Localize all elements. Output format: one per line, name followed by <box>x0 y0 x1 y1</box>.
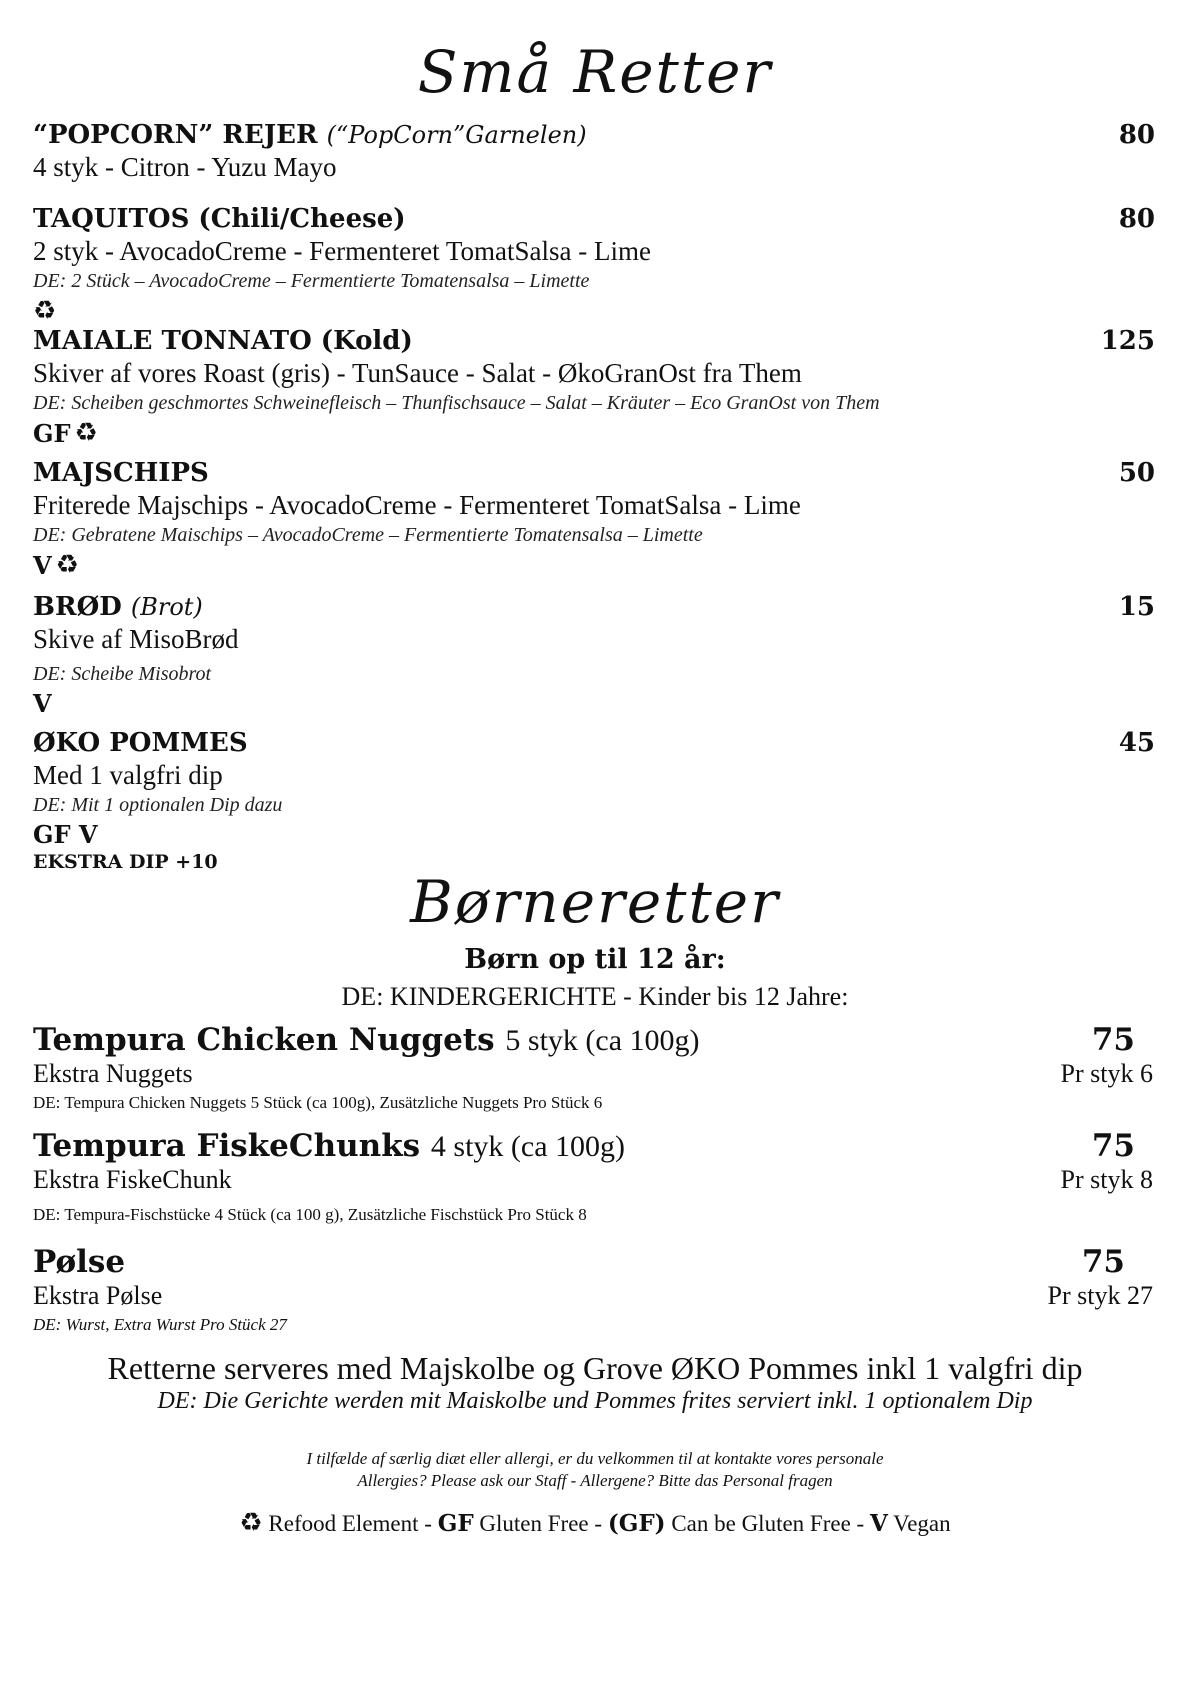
item-description-german: DE: Gebratene Maischips – AvocadoCreme – Fermentierte Tomatensalsa – Limette <box>33 524 703 546</box>
legend-v-code: V <box>869 1510 888 1537</box>
allergy-note-english-german: Allergies? Please ask our Staff - Allergene? Bitte das Personal fragen <box>357 1471 833 1490</box>
kids-item-description-german: DE: Tempura-Fischstücke 4 Stück (ca 100 g), Zusätzliche Fischstück Pro Stück 8 <box>33 1205 587 1224</box>
diet-tag: GF V <box>33 820 98 849</box>
item-description-german: DE: 2 Stück – AvocadoCreme – Fermentierte Tomatensalsa – Limette <box>33 270 590 292</box>
item-name: BRØD (Brot) <box>33 592 203 622</box>
menu-item-popcorn-rejer <box>33 120 1155 183</box>
kids-item-unit-price: Pr styk 27 <box>1047 1281 1153 1310</box>
item-name-german: (“PopCorn”Garnelen) <box>326 121 587 149</box>
small-dishes-title: Små Retter <box>417 38 773 106</box>
item-description: Skive af MisoBrød <box>33 624 239 654</box>
kids-dishes-title: Børneretter <box>410 868 780 936</box>
menu-item-brod <box>33 592 1155 718</box>
item-price: 80 <box>1118 204 1155 234</box>
diet-tag: V <box>33 689 52 718</box>
kids-item-unit-price: Pr styk 8 <box>1060 1165 1153 1194</box>
legend-gf-text: Gluten Free - <box>479 1511 603 1536</box>
menu-item-maiale-tonnato <box>33 326 1155 448</box>
item-name: ØKO POMMES <box>33 728 248 758</box>
kids-item-price: 75 <box>1091 1128 1135 1164</box>
item-name: MAIALE TONNATO (Kold) <box>33 326 413 356</box>
served-with-note: Retterne serveres med Majskolbe og Grove ØKO Pommes inkl 1 valgfri dip <box>107 1350 1083 1386</box>
item-description: Skiver af vores Roast (gris) - TunSauce - Salat - ØkoGranOst fra Them <box>33 358 802 388</box>
kids-item-unit-price: Pr styk 6 <box>1060 1059 1153 1088</box>
item-price: 15 <box>1118 592 1155 622</box>
kids-item-description-german: DE: Tempura Chicken Nuggets 5 Stück (ca 100g), Zusätzliche Nuggets Pro Stück 6 <box>33 1093 603 1112</box>
item-name-german: (Brot) <box>130 593 203 621</box>
item-name: “POPCORN” REJER (“PopCorn”Garnelen) <box>33 120 587 150</box>
legend-refood: Refood Element - <box>268 1511 432 1536</box>
recycle-icon: ♻ <box>239 1508 263 1537</box>
recycle-icon: ♻ <box>55 550 79 580</box>
item-description-german: DE: Scheibe Misobrot <box>33 663 212 685</box>
item-description: Friterede Majschips - AvocadoCreme - Fermenteret TomatSalsa - Lime <box>33 490 801 520</box>
kids-heading: Børn op til 12 år: <box>464 944 726 975</box>
item-description: 2 styk - AvocadoCreme - Fermenteret TomatSalsa - Lime <box>33 236 651 266</box>
kids-item-quantity: 4 styk (ca 100g) <box>430 1130 626 1163</box>
kids-item-name: Tempura Chicken Nuggets 5 styk (ca 100g) <box>33 1022 700 1058</box>
legend-gf-code: GF <box>437 1510 474 1537</box>
kids-item-description-german: DE: Wurst, Extra Wurst Pro Stück 27 <box>33 1315 287 1334</box>
item-name: MAJSCHIPS <box>33 458 209 488</box>
kids-item-polse <box>33 1244 1153 1335</box>
kids-item-price: 75 <box>1081 1244 1125 1280</box>
kids-item-extra: Ekstra Pølse <box>33 1281 163 1310</box>
item-description-german: DE: Scheiben geschmortes Schweinefleisch – Thunfischsauce – Salat – Kräuter – Eco GranOst von Them <box>33 392 880 414</box>
kids-item-price: 75 <box>1091 1022 1135 1058</box>
legend-cgf-code: (GF) <box>607 1510 666 1537</box>
allergy-note <box>0 1448 1190 1492</box>
item-description: 4 styk - Citron - Yuzu Mayo <box>33 152 337 182</box>
served-with-note-german: DE: Die Gerichte werden mit Maiskolbe und Pommes frites serviert inkl. 1 optionalem Dip <box>157 1388 1033 1414</box>
kids-item-quantity: 5 styk (ca 100g) <box>505 1024 700 1057</box>
kids-item-name: Pølse <box>33 1244 126 1280</box>
kids-item-fiskechunks <box>33 1128 1153 1225</box>
diet-legend <box>0 1508 1190 1538</box>
allergy-note-danish: I tilfælde af særlig diæt eller allergi, er du velkommen til at kontakte vores personale <box>306 1449 884 1468</box>
diet-tag: GF <box>33 418 71 448</box>
item-description-german: DE: Mit 1 optionalen Dip dazu <box>33 794 283 816</box>
kids-item-chicken-nuggets <box>33 1022 1153 1113</box>
diet-tag: V <box>33 550 52 580</box>
recycle-icon: ♻ <box>33 296 57 326</box>
item-price: 125 <box>1100 326 1155 356</box>
kids-item-extra: Ekstra Nuggets <box>33 1059 193 1088</box>
kids-subheading: DE: KINDERGERICHTE - Kinder bis 12 Jahre: <box>341 982 849 1011</box>
recycle-icon: ♻ <box>74 418 98 448</box>
legend-v-text: Vegan <box>893 1511 951 1536</box>
kids-item-extra: Ekstra FiskeChunk <box>33 1165 232 1194</box>
item-price: 45 <box>1118 728 1155 758</box>
extra-dip-note: EKSTRA DIP +10 <box>33 851 218 873</box>
menu-item-majschips <box>33 458 1155 580</box>
item-description: Med 1 valgfri dip <box>33 760 223 790</box>
legend-cgf-text: Can be Gluten Free - <box>671 1511 865 1536</box>
item-price: 50 <box>1118 458 1155 488</box>
item-price: 80 <box>1118 120 1155 150</box>
menu-item-taquitos <box>33 204 1155 326</box>
menu-item-oko-pommes <box>33 728 1155 873</box>
kids-item-name: Tempura FiskeChunks 4 styk (ca 100g) <box>33 1128 626 1164</box>
item-name: TAQUITOS (Chili/Cheese) <box>33 204 406 234</box>
